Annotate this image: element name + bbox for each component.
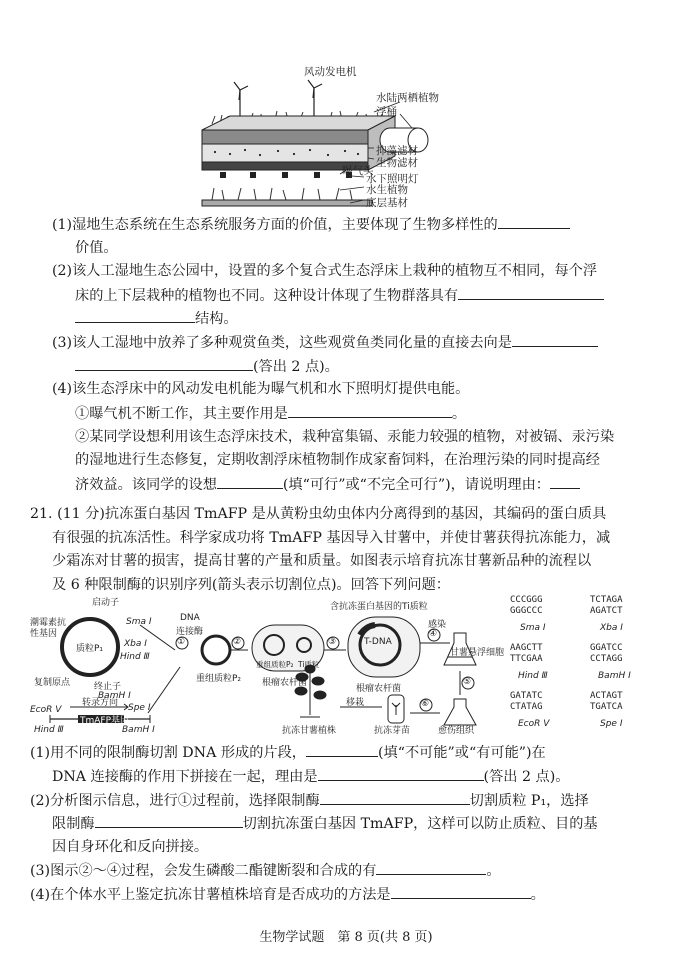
- q20-p1-line1: (1)湿地生态系统在生态系统服务方面的价值，主要体现了生物多样性的: [52, 213, 570, 236]
- eco-float-bed-figure: [190, 62, 490, 232]
- label-aerator-head: 曝气头: [342, 165, 374, 177]
- float-bed-illustration: [190, 62, 490, 232]
- label-infection: 感染: [428, 620, 447, 630]
- enzyme-name: Hind Ⅲ: [518, 671, 548, 681]
- label-terminator: 终止子: [94, 682, 122, 692]
- q20-p1-line2: 价值。: [75, 240, 118, 256]
- label-dna: DNA: [180, 613, 200, 623]
- step-5: ⑤: [463, 677, 472, 687]
- step-6: ⑥: [421, 699, 430, 709]
- label-float-barrel: 浮桶: [376, 106, 397, 118]
- q21-stem-line3: 少霜冻对甘薯的损害，提高甘薯的产量和质量。如图表示培育抗冻甘薯新品种的流程以: [52, 553, 592, 569]
- q21-p2-line3: 因自身环化和反向拼接。: [52, 839, 209, 855]
- answer-blank[interactable]: [306, 741, 378, 757]
- label-ti-plasmid-with-gene: 含抗冻蛋白基因的Ti质粒: [330, 602, 428, 612]
- label-hind3-plasmid: Hind Ⅲ: [120, 652, 150, 662]
- enzyme-name: Xba Ⅰ: [600, 623, 623, 633]
- label-spe1-gene: Spe Ⅰ: [128, 703, 151, 713]
- q20-p4-line5: 济效益。该同学的设想 (填“可行”或“不完全可行”)，请说明理由：: [75, 473, 580, 496]
- answer-blank[interactable]: [391, 883, 531, 899]
- label-aquatic-plant: 水生植物: [366, 184, 408, 196]
- enzyme-hind3: [510, 643, 566, 681]
- gene-engineering-figure: [30, 595, 670, 735]
- enzyme-spe1: [590, 691, 646, 729]
- label-hyg-resistance-1: 潮霉素抗: [30, 618, 67, 628]
- label-substrate: 底层基材: [366, 197, 408, 209]
- answer-blank[interactable]: [95, 812, 243, 828]
- label-ligase: 连接酶: [176, 627, 204, 637]
- label-seedling: 抗冻芽苗: [374, 726, 411, 736]
- q21-stem-line1: 21. (11 分)抗冻蛋白基因 TmAFP 是从黄粉虫幼虫体内分离得到的基因，其编码的蛋白质具: [30, 506, 607, 522]
- q21-p4: (4)在个体水平上鉴定抗冻甘薯植株培育是否成功的方法是 。: [30, 883, 545, 906]
- answer-blank[interactable]: [288, 402, 452, 418]
- q21-p2-line2: 限制酶 切割抗冻蛋白基因 TmAFP，这样可以防止质粒、目的基: [52, 812, 598, 835]
- answer-blank[interactable]: [550, 473, 580, 489]
- q20-p4-line3: ②某同学设想利用该生态浮床技术，栽种富集镉、汞能力较强的植物，对被镉、汞污染: [75, 429, 615, 445]
- label-ecorv-gene: EcoR Ⅴ: [30, 705, 62, 715]
- label-plasmid-p1: 质粒P₁: [76, 644, 104, 654]
- enzyme-sequence: GGATCC CCTAGG: [590, 643, 623, 664]
- q21-p2-line1: (2)分析图示信息，进行①过程前，选择限制酶 切割质粒 P₁，选择: [30, 789, 589, 812]
- q20-p2-line2: 床的上下层栽种的植物也不同。这种设计体现了生物群落具有: [75, 284, 604, 307]
- step-3: ③: [328, 637, 337, 647]
- answer-blank[interactable]: [458, 284, 604, 300]
- label-ti-plasmid: Ti质粒: [298, 660, 320, 669]
- label-hyg-resistance-2: 性基因: [30, 629, 58, 639]
- label-underwater-lamp: 水下照明灯: [366, 173, 419, 185]
- label-sma1: Sma Ⅰ: [126, 617, 152, 627]
- enzyme-ecorv: [510, 691, 566, 729]
- page-footer: 生物学试题 第 8 页(共 8 页): [259, 930, 433, 945]
- enzyme-sma1: [510, 595, 566, 633]
- step-4: ④: [429, 629, 438, 639]
- label-bamh1-plasmid: BamH Ⅰ: [98, 691, 131, 701]
- q20-p2-line3: 结构。: [75, 307, 238, 330]
- answer-blank[interactable]: [217, 473, 283, 489]
- q21-stem-line4: 及 6 种限制酶的识别序列(箭头表示切割位点)。回答下列问题：: [52, 577, 450, 593]
- answer-blank[interactable]: [512, 331, 598, 347]
- enzyme-xba1: [590, 595, 646, 633]
- enzyme-name: EcoR Ⅴ: [518, 719, 550, 729]
- enzyme-sequence: GATATC CTATAG: [510, 691, 543, 712]
- label-t-dna: T-DNA: [364, 637, 392, 647]
- label-recombinant-p2: 重组质粒P₂: [196, 674, 242, 684]
- answer-blank[interactable]: [498, 213, 570, 229]
- q20-p3-line2: (答出 2 点)。: [75, 355, 339, 378]
- label-amphibious-plant: 水陆两栖植物: [376, 92, 439, 104]
- q21-p1-line1: (1)用不同的限制酶切割 DNA 形成的片段， (填“不可能”或“有可能”)在: [30, 741, 546, 764]
- q20-p4-line1: (4)该生态浮床中的风动发电机能为曝气机和水下照明灯提供电能。: [52, 381, 470, 397]
- label-promoter: 启动子: [92, 598, 120, 608]
- enzyme-name: BamH Ⅰ: [598, 671, 631, 681]
- enzyme-name: Sma Ⅰ: [520, 623, 546, 633]
- answer-blank[interactable]: [318, 765, 484, 781]
- label-suspension-cells: 甘薯悬浮细胞: [450, 648, 505, 658]
- label-tmafp-gene: TmAFP基因: [80, 716, 130, 726]
- enzyme-sequence: AAGCTT TTCGAA: [510, 643, 543, 664]
- answer-blank[interactable]: [320, 789, 470, 805]
- label-xba1: Xba Ⅰ: [124, 639, 147, 649]
- label-origin: 复制原点: [34, 678, 71, 688]
- label-agrobacterium-1: 根瘤农杆菌: [262, 678, 308, 688]
- q20-p4-line4: 的湿地进行生态修复，定期收割浮床植物制作成家畜饲料，在治理污染的同时提高经: [75, 452, 600, 468]
- enzyme-sequence: ACTAGT TGATCA: [590, 691, 623, 712]
- enzyme-bamh1: [590, 643, 646, 681]
- label-transcription-direction: 转录方向: [82, 698, 119, 708]
- label-algae-filter: 抑藻滤材: [376, 145, 418, 157]
- q20-p4-line2: ①曝气机不断工作，其主要作用是 。: [75, 402, 466, 425]
- answer-blank[interactable]: [75, 307, 195, 323]
- label-wind-turbine: 风动发电机: [304, 66, 357, 78]
- q21-p3: (3)图示②～④过程，会发生磷酸二酯键断裂和合成的有 。: [30, 859, 501, 882]
- step-2: ②: [233, 637, 242, 647]
- enzyme-name: Spe Ⅰ: [600, 719, 623, 729]
- q20-p2-line1: (2)该人工湿地生态公园中，设置的多个复合式生态浮床上栽种的植物互不相同，每个浮: [52, 263, 598, 279]
- q21-p1-line2: DNA 连接酶的作用下拼接在一起，理由是 (答出 2 点)。: [52, 765, 569, 788]
- label-agrobacterium-2: 根瘤农杆菌: [356, 684, 402, 694]
- label-transplant: 移栽: [346, 698, 365, 708]
- label-callus: 愈伤组织: [438, 726, 475, 736]
- answer-blank[interactable]: [75, 355, 253, 371]
- label-frost-resistant-plant: 抗冻甘薯植株: [282, 726, 337, 736]
- q21-stem-line2: 有很强的抗冻活性。科学家成功将 TmAFP 基因导入甘薯中，并使甘薯获得抗冻能力，减: [52, 530, 611, 546]
- step-1: ①: [177, 637, 186, 647]
- label-hind3-gene: Hind Ⅲ: [34, 725, 64, 735]
- enzyme-sequence: CCCGGG GGGCCC: [510, 595, 543, 616]
- q20-p3-line1: (3)该人工湿地中放养了多种观赏鱼类，这些观赏鱼类同化量的直接去向是: [52, 331, 598, 354]
- label-recombinant-p2-agro: 重组质粒P₂: [256, 660, 294, 669]
- label-bio-filter: 生物滤材: [376, 157, 418, 169]
- enzyme-sequence: TCTAGA AGATCT: [590, 595, 623, 616]
- label-bamh1-gene: BamH Ⅰ: [122, 725, 155, 735]
- answer-blank[interactable]: [376, 859, 486, 875]
